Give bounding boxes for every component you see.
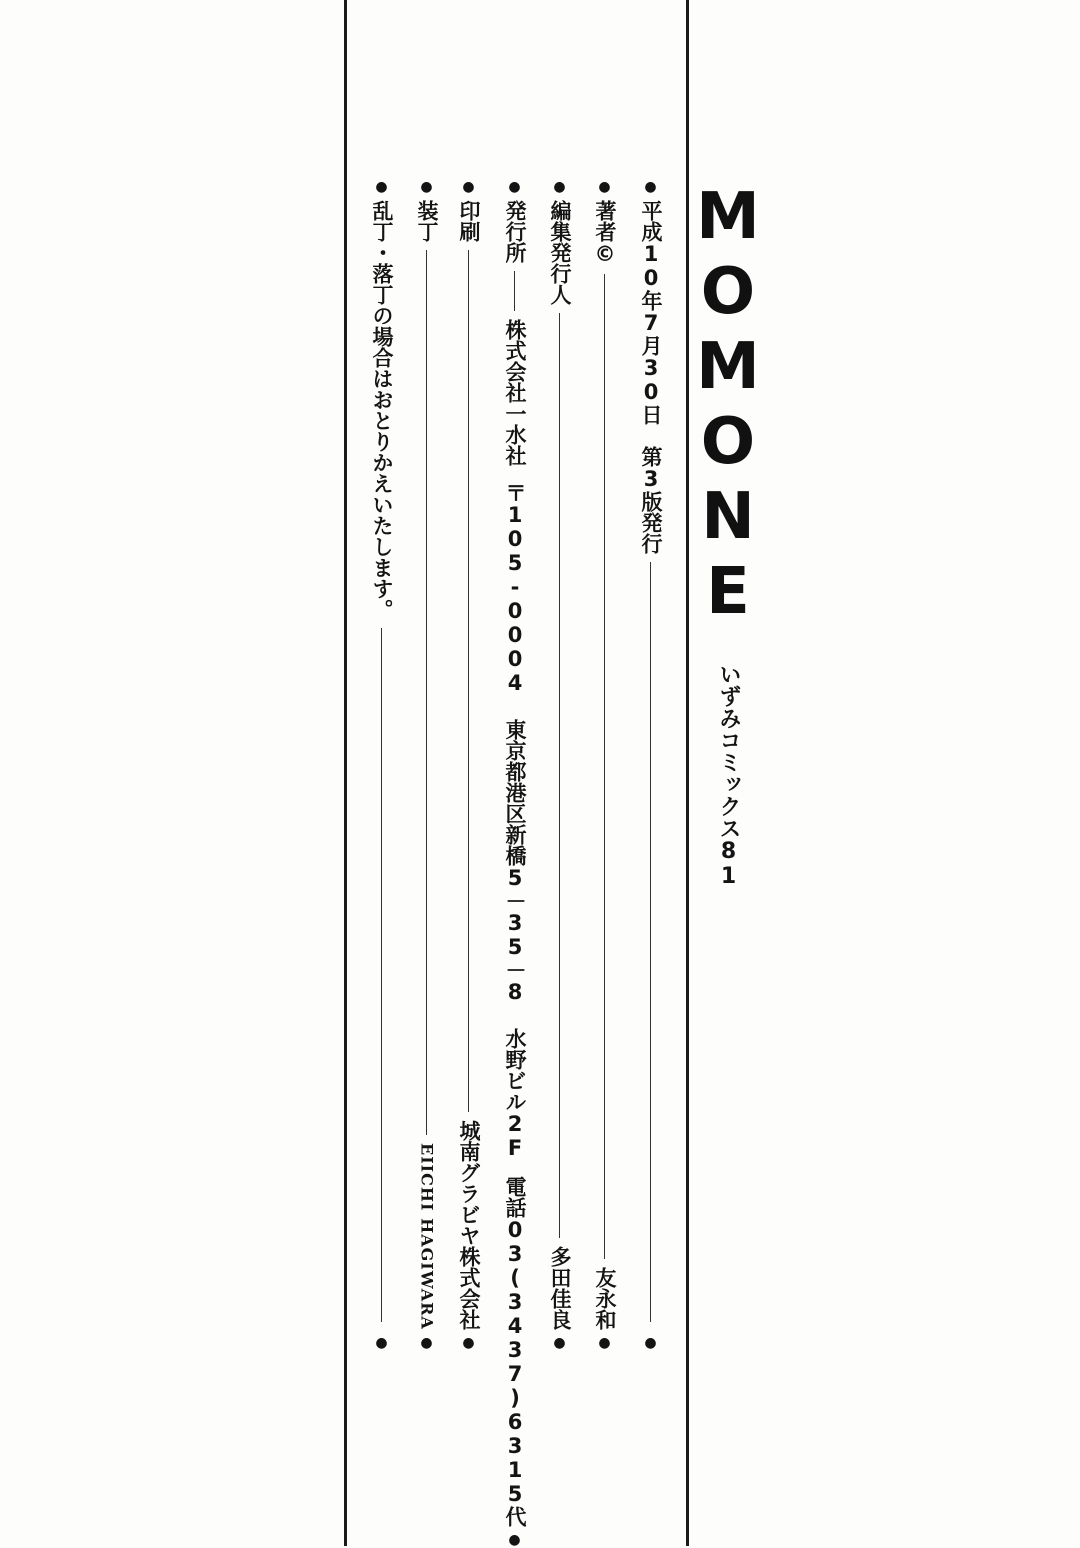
colophon-row-editor [549, 180, 570, 1350]
printer-label: 印刷 [457, 200, 481, 242]
bullet: ● [644, 179, 657, 195]
printer-name: 城南グラビヤ株式会社 [457, 1120, 481, 1330]
bullet: ● [462, 1335, 475, 1351]
date-line: 平成10年7月30日 第3版発行 [639, 200, 663, 554]
editor-label: 編集発行人 [548, 200, 572, 305]
right-border-rule [686, 0, 689, 1546]
left-border-rule [344, 0, 347, 1546]
leader-line [514, 271, 515, 311]
colophon-row-date [640, 180, 661, 1350]
colophon-row-publisher [503, 179, 527, 1548]
publisher-label: 発行所 [503, 200, 527, 263]
colophon-row-printer [458, 180, 479, 1350]
book-title: MOMONE [691, 180, 765, 630]
leader-line [426, 250, 427, 1135]
leader-line [559, 313, 560, 1238]
leader-line [468, 250, 469, 1112]
author-label: 著者© [593, 200, 617, 266]
publisher-phone: 電話03(3437)6315代 [503, 1176, 527, 1527]
colophon-row-design [416, 180, 437, 1350]
bullet: ● [420, 1335, 433, 1351]
design-credit: EIICHI HAGIWARA [417, 1143, 437, 1330]
colophon-row-notice [371, 180, 392, 1350]
bullet: ● [553, 179, 566, 195]
notice-text: 乱丁・落丁の場合はおとりかえいたします。 [370, 200, 394, 620]
title-block [691, 180, 765, 889]
design-label: 装丁 [415, 200, 439, 242]
author-name: 友永和 [593, 1267, 617, 1330]
bullet: ● [508, 179, 521, 195]
editor-name: 多田佳良 [548, 1246, 572, 1330]
bullet: ● [644, 1335, 657, 1351]
bullet: ● [598, 1335, 611, 1351]
bullet: ● [598, 179, 611, 195]
bullet: ● [462, 179, 475, 195]
publisher-name: 株式会社一水社 [503, 319, 527, 466]
leader-line [604, 274, 605, 1259]
publisher-address: 〒105-0004 東京都港区新橋5－35－8 水野ビル2F [503, 482, 527, 1160]
bullet: ● [553, 1335, 566, 1351]
series-label: いずみコミックス81 [716, 663, 741, 889]
bullet: ● [420, 179, 433, 195]
bullet: ● [508, 1532, 521, 1548]
colophon-row-author [594, 180, 615, 1350]
bullet: ● [375, 1335, 388, 1351]
leader-line [381, 628, 382, 1322]
bullet: ● [375, 179, 388, 195]
leader-line [650, 562, 651, 1322]
